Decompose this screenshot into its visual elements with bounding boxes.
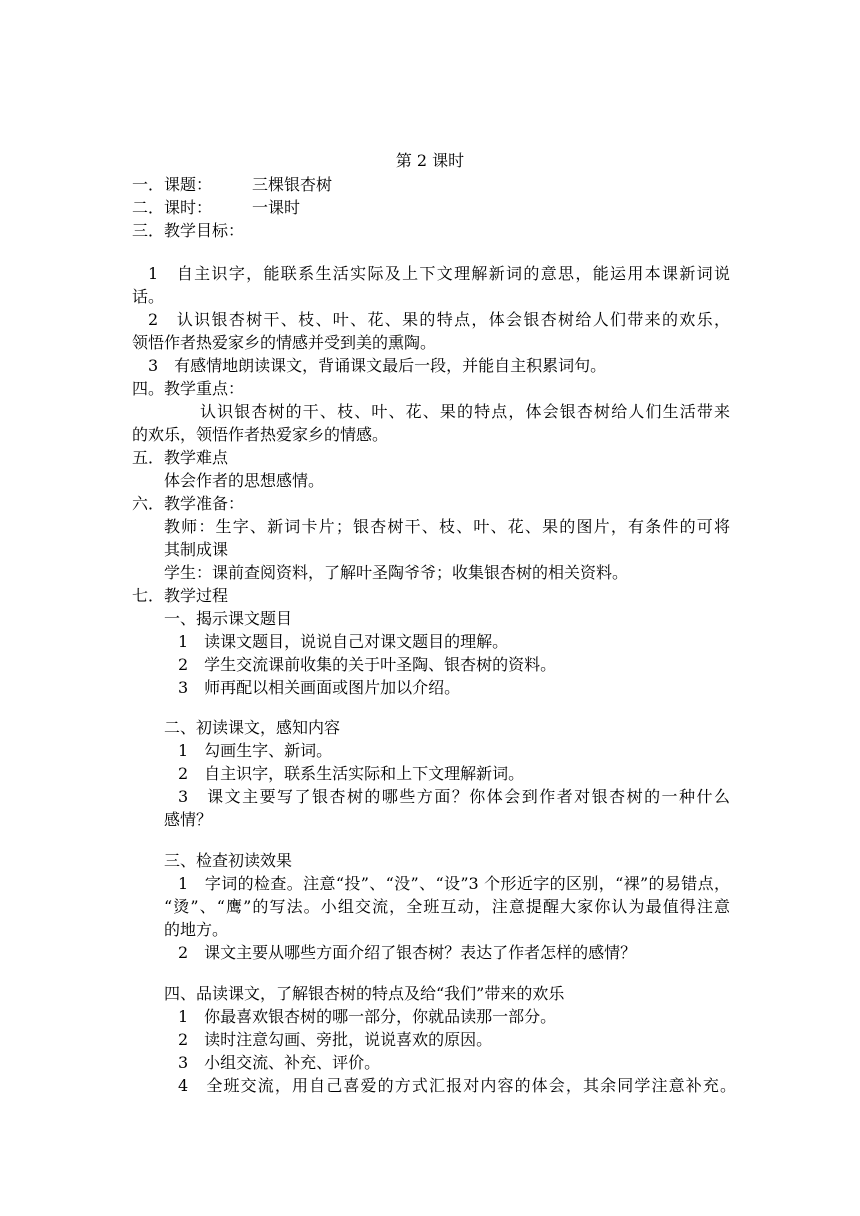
section-1-item: 2 学生交流课前收集的关于叶圣陶、银杏树的资料。 <box>178 655 557 674</box>
difficulty-text: 体会作者的思想感情。 <box>164 471 325 490</box>
goal-3: 3 有感情地朗读课文，背诵课文最后一段，并能自主积累词句。 <box>148 356 607 375</box>
key-points-line2: 的欢乐，领悟作者热爱家乡的情感。 <box>132 425 389 444</box>
section-4-item: 1 你最喜欢银杏树的哪一部分，你就品读那一部分。 <box>178 1007 557 1026</box>
topic-label: 一．课题： <box>132 175 213 194</box>
section-2-title: 二、初读课文，感知内容 <box>164 718 341 737</box>
section-2-item-3-line1: 3 课文主要写了银杏树的哪些方面？你体会到作者对银杏树的一种什么 <box>178 787 730 806</box>
section-3-title: 三、检查初读效果 <box>164 851 293 870</box>
preparation-teacher-line1: 教师：生字、新词卡片；银杏树干、枝、叶、花、果的图片，有条件的可将 <box>164 517 730 536</box>
preparation-heading: 六．教学准备： <box>132 494 245 513</box>
section-1-item: 1 读课文题目，说说自己对课文题目的理解。 <box>178 632 509 651</box>
goal-2-line1: 2 认识银杏树干、枝、叶、花、果的特点，体会银杏树给人们带来的欢乐， <box>148 310 730 329</box>
section-4-item: 3 小组交流、补充、评价。 <box>178 1053 381 1072</box>
key-points-heading: 四。教学重点： <box>132 379 245 398</box>
difficulty-heading: 五．教学难点 <box>132 448 229 467</box>
goal-2-line2: 领悟作者热爱家乡的情感并受到美的熏陶。 <box>132 333 437 352</box>
section-3-item-1-line2: “烫”、“鹰”的写法。小组交流，全班互动，注意提醒大家你认为最值得注意 <box>164 897 730 916</box>
section-4-title: 四、品读课文，了解银杏树的特点及给“我们”带来的欢乐 <box>164 984 565 1003</box>
section-3-item-1-line1: 1 字词的检查。注意“投”、“没”、“设”3 个形近字的区别，“裸”的易错点， <box>178 874 730 893</box>
hours-value: 一课时 <box>252 198 301 217</box>
process-heading: 七．教学过程 <box>132 586 229 605</box>
section-3-item-2: 2 课文主要从哪些方面介绍了银杏树？表达了作者怎样的感情？ <box>178 943 637 962</box>
goal-1-line1: 1 自主识字，能联系生活实际及上下文理解新词的意思，能运用本课新词说 <box>148 264 730 283</box>
preparation-teacher-line2: 其制成课 <box>164 540 229 559</box>
goal-1-line2: 话。 <box>132 287 165 306</box>
section-2-item-3-line2: 感情？ <box>164 810 213 829</box>
hours-label: 二．课时： <box>132 198 213 217</box>
preparation-student: 学生：课前查阅资料，了解叶圣陶爷爷；收集银杏树的相关资料。 <box>164 563 629 582</box>
goals-heading: 三．教学目标： <box>132 221 245 240</box>
topic-value: 三棵银杏树 <box>252 175 333 194</box>
section-4-item: 2 读时注意勾画、旁批，说说喜欢的原因。 <box>178 1030 493 1049</box>
section-4-item: 4 全班交流，用自己喜爱的方式汇报对内容的体会，其余同学注意补充。 <box>178 1076 736 1095</box>
section-3-item-1-line3: 的地方。 <box>164 920 229 939</box>
section-2-item: 1 勾画生字、新词。 <box>178 741 333 760</box>
lesson-title: 第 2 课时 <box>395 151 465 170</box>
key-points-line1: 认识银杏树的干、枝、叶、花、果的特点，体会银杏树给人们生活带来 <box>200 402 730 421</box>
section-2-item: 2 自主识字，联系生活实际和上下文理解新词。 <box>178 764 525 783</box>
section-1-item: 3 师再配以相关画面或图片加以介绍。 <box>178 678 461 697</box>
section-1-title: 一、揭示课文题目 <box>164 609 293 628</box>
